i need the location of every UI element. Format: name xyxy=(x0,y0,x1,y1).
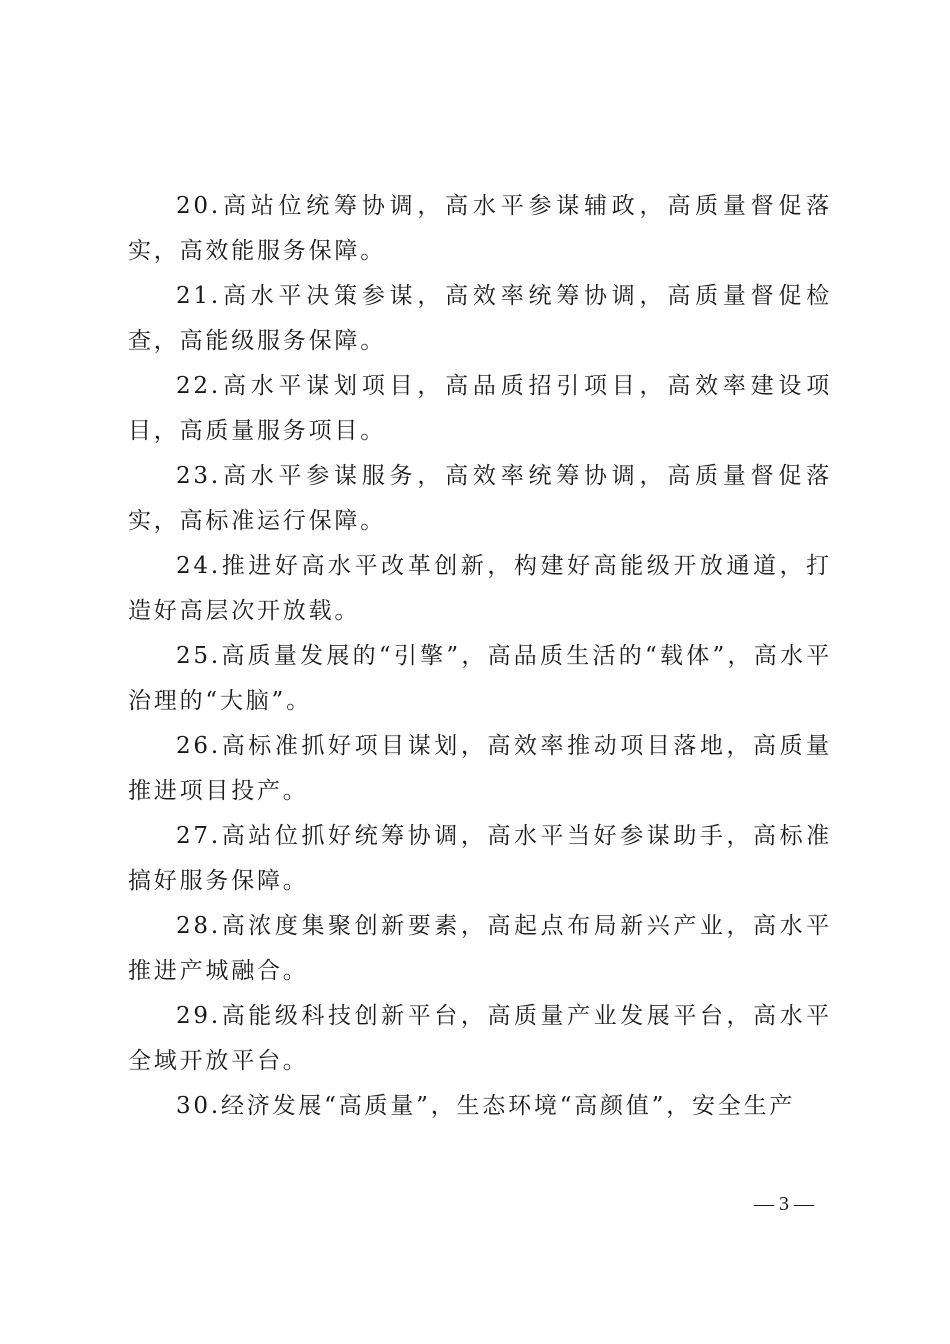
paragraph-20: 20.高站位统筹协调，高水平参谋辅政，高质量督促落实，高效能服务保障。 xyxy=(128,193,832,264)
paragraph-29: 29.高能级科技创新平台，高质量产业发展平台，高水平全域开放平台。 xyxy=(128,1003,832,1074)
paragraph-22: 22.高水平谋划项目，高品质招引项目，高效率建设项目，高质量服务项目。 xyxy=(128,373,832,444)
page-number: — 3 — xyxy=(754,1193,814,1215)
paragraph-30: 30.经济发展“高质量”，生态环境“高颜值”，安全生产 xyxy=(176,1093,796,1119)
paragraph-26: 26.高标准抓好项目谋划，高效率推动项目落地，高质量推进项目投产。 xyxy=(128,733,832,804)
paragraph-23: 23.高水平参谋服务，高效率统筹协调，高质量督促落实，高标准运行保障。 xyxy=(128,463,832,534)
document-body xyxy=(128,184,832,1129)
paragraph-21: 21.高水平决策参谋，高效率统筹协调，高质量督促检查，高能级服务保障。 xyxy=(128,283,832,354)
paragraph-27: 27.高站位抓好统筹协调，高水平当好参谋助手，高标准搞好服务保障。 xyxy=(128,823,832,894)
paragraph-28: 28.高浓度集聚创新要素，高起点布局新兴产业，高水平推进产城融合。 xyxy=(128,913,832,984)
paragraph-25: 25.高质量发展的“引擎”，高品质生活的“载体”，高水平治理的“大脑”。 xyxy=(128,643,832,714)
paragraph-24: 24.推进好高水平改革创新，构建好高能级开放通道，打造好高层次开放载。 xyxy=(128,553,832,624)
